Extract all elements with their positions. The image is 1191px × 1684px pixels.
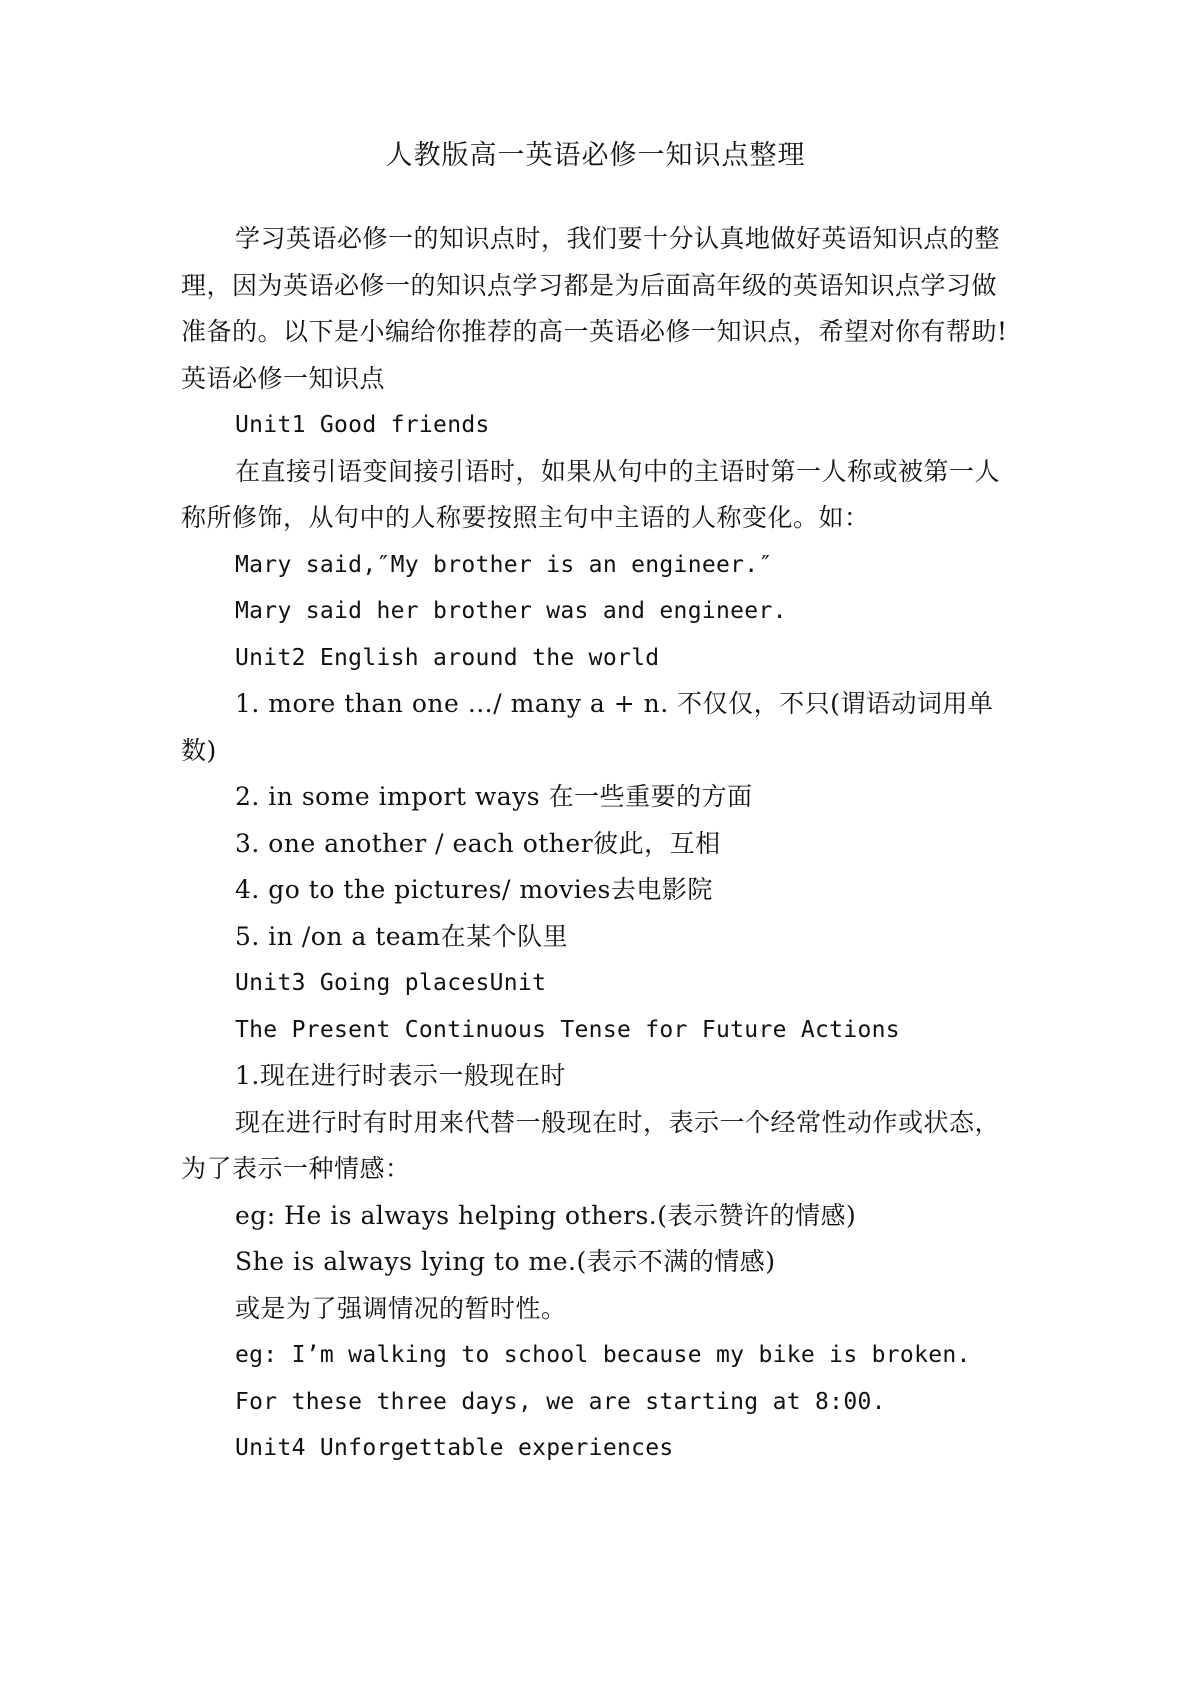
- section-heading: 英语必修一知识点: [181, 363, 386, 393]
- list-item: 5. in /on a team在某个队里: [235, 921, 569, 951]
- list-item: 1. more than one …/ many a + n. 不仅仅，不只(谓语动词用单数): [181, 689, 994, 765]
- example-sentence: She is always lying to me.(表示不满的情感): [235, 1247, 776, 1276]
- example-sentence: For these three days, we are starting at 8:00.: [235, 1388, 886, 1415]
- paragraph: 现在进行时有时用来代替一般现在时，表示一个经常性动作或状态，为了表示一种情感：: [181, 1107, 1001, 1183]
- example-sentence: Mary said her brother was and engineer.: [235, 598, 787, 624]
- unit-heading: Unit2 English around the world: [235, 644, 660, 671]
- unit-heading: Unit3 Going placesUnit: [235, 970, 547, 996]
- subheading: 1.现在进行时表示一般现在时: [235, 1061, 566, 1090]
- list-item: 4. go to the pictures/ movies去电影院: [235, 875, 713, 904]
- paragraph: 或是为了强调情况的暂时性。: [235, 1293, 567, 1323]
- example-sentence: Mary said,″My brother is an engineer.″: [235, 551, 773, 578]
- document-title: 人教版高一英语必修一知识点整理: [385, 140, 806, 171]
- intro-paragraph: 学习英语必修一的知识点时，我们要十分认真地做好英语知识点的整理，因为英语必修一的知识点学习都是为后面高年级的英语知识点学习做准备的。以下是小编给你推荐的高一英语必修一知识点，希望对你有帮助!: [181, 224, 1008, 346]
- paragraph: 在直接引语变间接引语时，如果从句中的主语时第一人称或被第一人称所修饰，从句中的人称要按照主句中主语的人称变化。如：: [181, 456, 1001, 532]
- document-body: [181, 216, 1011, 1472]
- unit-heading: Unit4 Unforgettable experiences: [235, 1435, 674, 1461]
- example-sentence: eg: I’m walking to school because my bike is broken.: [235, 1342, 971, 1368]
- unit-heading: Unit1 Good friends: [235, 412, 490, 438]
- example-sentence: eg: He is always helping others.(表示赞许的情感): [235, 1200, 857, 1230]
- list-item: 2. in some import ways 在一些重要的方面: [235, 782, 753, 811]
- list-item: 3. one another / each other彼此，互相: [235, 828, 721, 858]
- grammar-heading: The Present Continuous Tense for Future Actions: [235, 1016, 900, 1043]
